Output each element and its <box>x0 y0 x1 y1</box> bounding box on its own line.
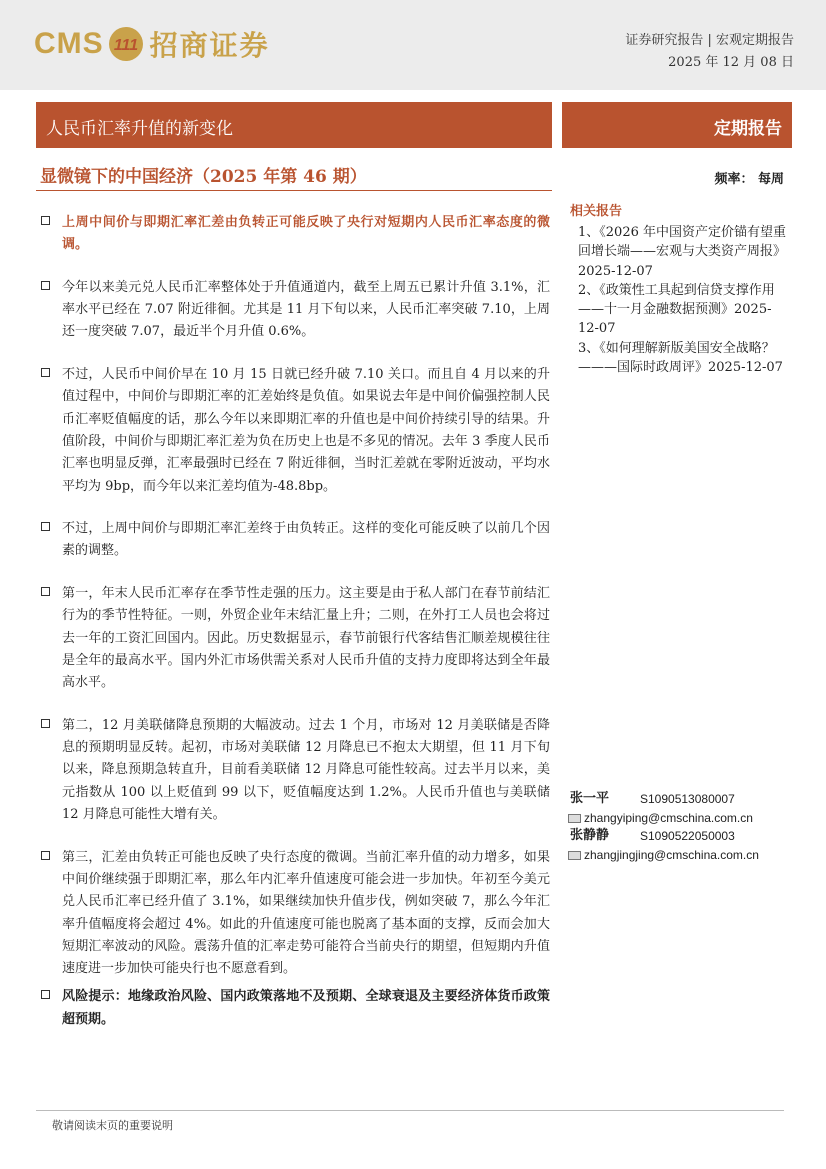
mail-icon <box>568 851 581 860</box>
report-type-band <box>562 102 792 148</box>
analyst-code: S1090513080007 <box>640 792 735 806</box>
frequency: 频率： 每周 <box>714 172 784 187</box>
report-category: 证券研究报告 | 宏观定期报告 <box>625 33 794 48</box>
related-reports-heading: 相关报告 <box>570 204 623 219</box>
analyst-email-row <box>566 846 788 865</box>
paragraph-text: 第三，汇差由负转正可能也反映了央行态度的微调。当前汇率升值的动力增多，如果中间价继续强于即期汇率，那么年内汇率升值速度可能会进一步加快。年初至今美元兑人民币汇率已经升值了 3.1%，如果继续加快升值步伐，例如突破 7，那么今年汇率升值幅度将会超过 4%。如此的升值速度可能也脱离了基本面的支撑，反而会加大短期汇率波动的风险。震荡升值的汇率走势可能符合当前央行的期望，但短期内升值速度进一步加快可能央行也不愿意看到。 <box>62 849 550 977</box>
analyst-code: S1090522050003 <box>640 829 735 843</box>
paragraph-text: 第一，年末人民币汇率存在季节性走强的压力。这主要是由于私人部门在春节前结汇行为的季节性特征。一则，外贸企业年末结汇量上升；二则，在外打工人员也会将过去一年的工资汇回国内。因此。历史数据显示，春节前银行代客结售汇顺差规模往往是全年的最高水平。国内外汇市场供需关系对人民币升值的支持力度即将达到全年最高水平。 <box>62 586 550 691</box>
related-report-link[interactable]: 3、《如何理解新版美国安全战略？———国际时政周评》2025-12-07 <box>578 340 783 376</box>
related-reports <box>566 200 788 377</box>
logo-chinese: 招商证券 <box>149 29 270 62</box>
paragraph-text: 不过，上周中间价与即期汇率汇差终于由负转正。这样的变化可能反映了以前几个因素的调整。 <box>62 521 550 559</box>
report-type: 定期报告 <box>714 119 782 139</box>
bullet-box-icon <box>41 281 50 290</box>
related-report-link[interactable]: 1、《2026 年中国资产定价锚有望重回增长端——宏观与大类资产周报》2025-12-07 <box>578 225 787 279</box>
svg-text:111: 111 <box>113 37 138 54</box>
bullet-box-icon <box>41 851 50 860</box>
bullet-box-icon <box>41 216 50 225</box>
footer-divider <box>36 1110 784 1111</box>
paragraph <box>40 277 550 344</box>
report-date: 2025 年 12 月 08 日 <box>668 55 794 70</box>
paragraph-text: 上周中间价与即期汇率汇差由负转正可能反映了央行对短期内人民币汇率态度的微调。 <box>62 215 550 253</box>
main-content <box>40 212 550 1051</box>
logo-latin: CMS <box>34 27 104 60</box>
analyst-email-row <box>566 809 788 828</box>
paragraph <box>40 715 550 826</box>
paragraph-text: 第二，12 月美联储降息预期的大幅波动。过去 1 个月，市场对 12 月美联储是否降息的预期明显反转。起初，市场对美联储 12 月降息已不抱太大期望，但 11 月下旬以来，降息预期急转直升，目前看美联储 12 月降息可能性较高。过去半月以来，美元指数从 100 以上贬值到 99 以下，贬值幅度达到 1.2%。人民币升值也与美联储 12 月降息可能性大增有关。 <box>62 717 550 823</box>
analyst-name: 张静静 <box>570 828 610 843</box>
analysts <box>566 790 788 864</box>
subtitle-divider <box>36 190 552 191</box>
subtitle: 显微镜下的中国经济（2025 年第 46 期） <box>40 167 367 187</box>
paragraph <box>40 364 550 498</box>
logo <box>34 24 270 64</box>
title-band <box>36 102 552 148</box>
related-report-link[interactable]: 2、《政策性工具起到信贷支撑作用——十一月金融数据预测》2025-12-07 <box>578 282 775 337</box>
footer-note: 敬请阅读末页的重要说明 <box>52 1119 173 1132</box>
analyst-row <box>566 790 788 809</box>
report-title: 人民币汇率升值的新变化 <box>46 119 233 139</box>
mail-icon <box>568 814 581 823</box>
paragraph-risk-warning <box>40 986 550 1031</box>
analyst-row <box>566 827 788 846</box>
header-meta <box>625 30 794 74</box>
paragraph <box>40 518 550 563</box>
logo-emblem-icon <box>108 26 144 62</box>
bullet-box-icon <box>41 719 50 728</box>
paragraph-summary <box>40 212 550 257</box>
analyst-email[interactable]: zhangyiping@cmschina.com.cn <box>584 810 753 825</box>
bullet-box-icon <box>41 368 50 377</box>
analyst-email[interactable]: zhangjingjing@cmschina.com.cn <box>584 847 759 862</box>
paragraph-text: 风险提示：地缘政治风险、国内政策落地不及预期、全球衰退及主要经济体货币政策超预期。 <box>62 989 550 1027</box>
paragraph-text: 今年以来美元兑人民币汇率整体处于升值通道内，截至上周五已累计升值 3.1%，汇率水平已经在 7.07 附近徘徊。尤其是 11 月下旬以来，人民币汇率突破 7.10，上周还一度突破 7.07，最近半个月升值 0.6%。 <box>62 279 550 340</box>
bullet-box-icon <box>41 990 50 999</box>
bullet-box-icon <box>41 522 50 531</box>
paragraph-text: 不过，人民币中间价早在 10 月 15 日就已经升破 7.10 关口。而且自 4 月以来的升值过程中，中间价与即期汇率的汇差始终是负值。如果说去年是中间价偏强控制人民币汇率贬值幅度的话，那么今年以来即期汇率的升值也是中间价持续引导的结果。升值阶段，中间价与即期汇率汇差为负在历史上也是不多见的情况。去年 3 季度人民币汇率也明显反弹，汇率最强时已经在 7 附近徘徊，当时汇差就在零附近波动，平均水平均为 9bp，而今年以来汇差均值为-48.8bp。 <box>62 367 550 494</box>
bullet-box-icon <box>41 587 50 596</box>
analyst-name: 张一平 <box>570 791 610 806</box>
paragraph <box>40 847 550 981</box>
paragraph <box>40 583 550 694</box>
